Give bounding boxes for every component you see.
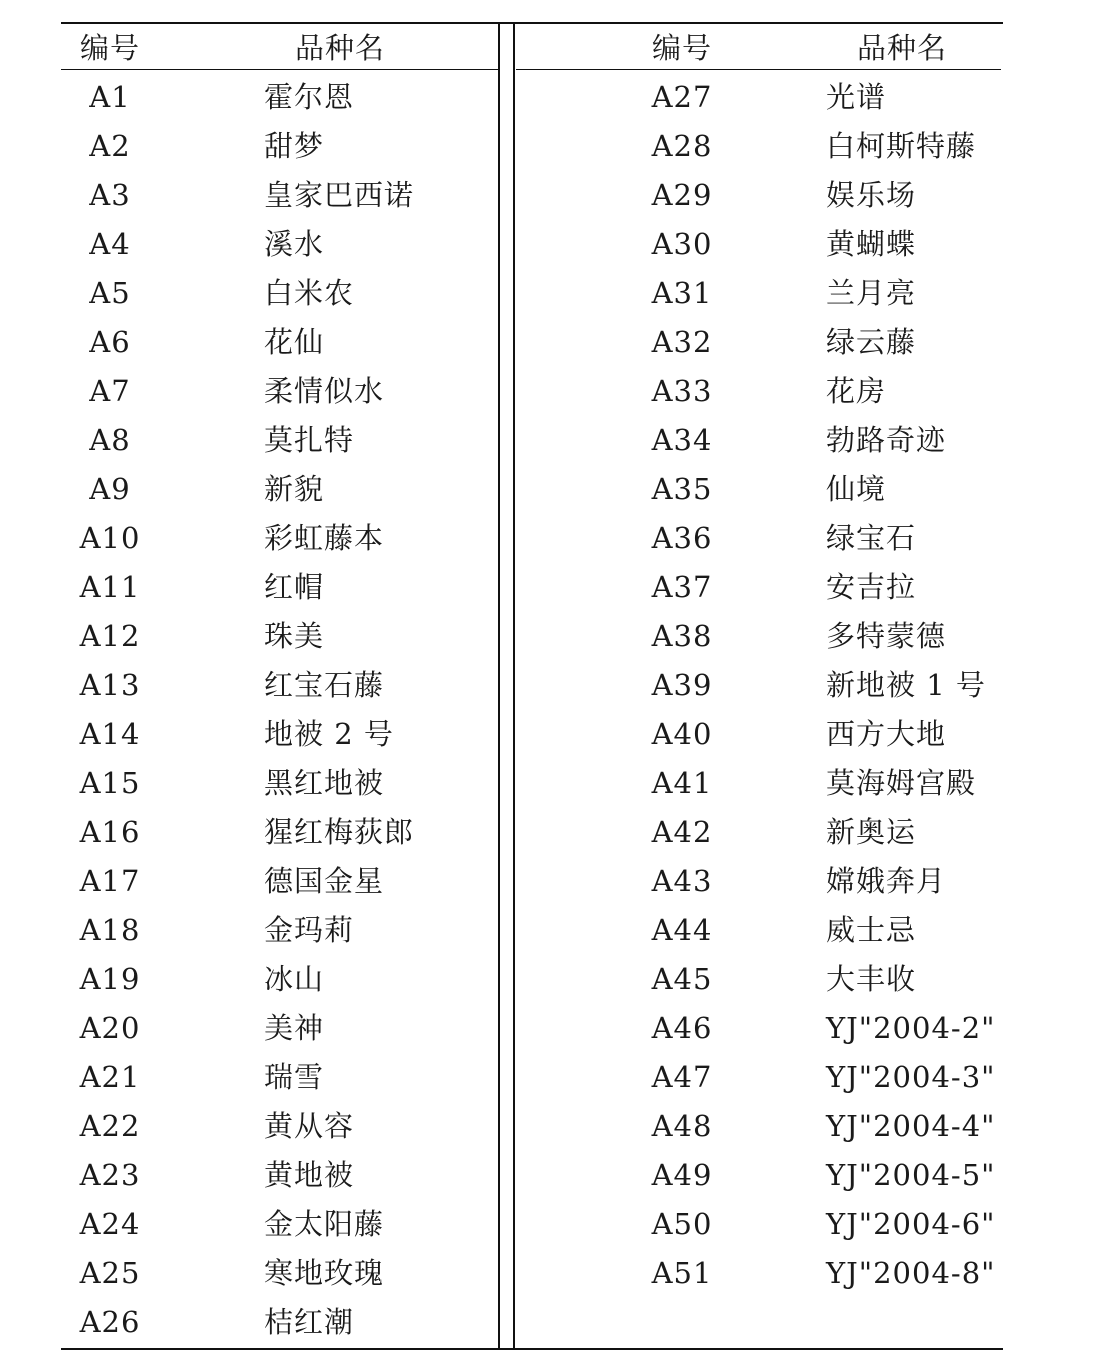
variety-name: 猩红梅荻郎 xyxy=(264,815,415,849)
variety-name: 光谱 xyxy=(826,80,887,114)
variety-name: 彩虹藤本 xyxy=(264,521,385,555)
variety-code: A21 xyxy=(79,1060,141,1094)
variety-code: A17 xyxy=(79,864,141,898)
variety-code: A47 xyxy=(651,1060,713,1094)
variety-name: 多特蒙德 xyxy=(826,619,947,653)
table-row xyxy=(0,808,1104,857)
variety-name: 新奥运 xyxy=(826,815,917,849)
variety-name: 寒地玫瑰 xyxy=(264,1256,385,1290)
table-row xyxy=(0,1102,1104,1151)
variety-name: 冰山 xyxy=(264,962,325,996)
variety-code: A24 xyxy=(79,1207,141,1241)
variety-code: A48 xyxy=(651,1109,713,1143)
variety-code: A18 xyxy=(79,913,141,947)
variety-code: A10 xyxy=(79,521,141,555)
variety-name: 花房 xyxy=(826,374,887,408)
variety-name: 嫦娥奔月 xyxy=(826,864,947,898)
variety-code: A23 xyxy=(79,1158,141,1192)
table-row xyxy=(0,906,1104,955)
variety-code: A35 xyxy=(651,472,713,506)
variety-code: A6 xyxy=(89,325,131,359)
variety-name: YJ"2004-4" xyxy=(826,1109,996,1143)
variety-name: 安吉拉 xyxy=(826,570,917,604)
table-row xyxy=(0,514,1104,563)
variety-code: A42 xyxy=(651,815,713,849)
variety-name: YJ"2004-6" xyxy=(826,1207,996,1241)
table-row xyxy=(0,122,1104,171)
variety-name: 珠美 xyxy=(264,619,325,653)
variety-name: 黄从容 xyxy=(264,1109,355,1143)
variety-code: A5 xyxy=(89,276,131,310)
variety-name: 金太阳藤 xyxy=(264,1207,385,1241)
variety-name: 霍尔恩 xyxy=(264,80,355,114)
variety-code: A51 xyxy=(651,1256,713,1290)
variety-name: 桔红潮 xyxy=(264,1305,355,1339)
table-row xyxy=(0,563,1104,612)
variety-name: 兰月亮 xyxy=(826,276,917,310)
variety-code: A9 xyxy=(89,472,131,506)
variety-code: A39 xyxy=(651,668,713,702)
variety-code: A44 xyxy=(651,913,713,947)
variety-code: A4 xyxy=(89,227,131,261)
variety-name: 莫扎特 xyxy=(264,423,355,457)
left-header-code: 编号 xyxy=(80,31,141,65)
variety-code: A46 xyxy=(651,1011,713,1045)
left-header-name: 品种名 xyxy=(295,31,386,65)
variety-code: A43 xyxy=(651,864,713,898)
variety-name: 新貌 xyxy=(264,472,325,506)
table-row xyxy=(0,1298,1104,1347)
table-row xyxy=(0,73,1104,122)
variety-name: 白柯斯特藤 xyxy=(826,129,977,163)
table-row xyxy=(0,220,1104,269)
table-row xyxy=(0,759,1104,808)
variety-name: YJ"2004-3" xyxy=(826,1060,996,1094)
variety-name: 黄蝴蝶 xyxy=(826,227,917,261)
table-row xyxy=(0,857,1104,906)
bottom-rule xyxy=(61,1348,1003,1350)
variety-name: 西方大地 xyxy=(826,717,947,751)
variety-code: A13 xyxy=(79,668,141,702)
variety-code: A19 xyxy=(79,962,141,996)
variety-code: A32 xyxy=(651,325,713,359)
variety-name: 地被 2 号 xyxy=(264,717,394,751)
variety-code: A14 xyxy=(79,717,141,751)
variety-name: YJ"2004-5" xyxy=(826,1158,996,1192)
variety-name: 柔情似水 xyxy=(264,374,385,408)
variety-code: A33 xyxy=(651,374,713,408)
variety-name: 花仙 xyxy=(264,325,325,359)
variety-code: A34 xyxy=(651,423,713,457)
variety-code: A28 xyxy=(651,129,713,163)
variety-name: 黑红地被 xyxy=(264,766,385,800)
variety-name: 皇家巴西诺 xyxy=(264,178,415,212)
variety-name: 红宝石藤 xyxy=(264,668,385,702)
variety-code: A45 xyxy=(651,962,713,996)
variety-name: 勃路奇迹 xyxy=(826,423,947,457)
variety-name: 娱乐场 xyxy=(826,178,917,212)
table-row xyxy=(0,1200,1104,1249)
table-row xyxy=(0,465,1104,514)
variety-name: 绿云藤 xyxy=(826,325,917,359)
variety-code: A50 xyxy=(651,1207,713,1241)
table-row xyxy=(0,955,1104,1004)
variety-name: 甜梦 xyxy=(264,129,325,163)
table-row xyxy=(0,1053,1104,1102)
variety-code: A27 xyxy=(651,80,713,114)
variety-name: 新地被 1 号 xyxy=(826,668,986,702)
variety-name: 威士忌 xyxy=(826,913,917,947)
variety-code: A36 xyxy=(651,521,713,555)
variety-name: 绿宝石 xyxy=(826,521,917,555)
table-row xyxy=(0,661,1104,710)
table-row xyxy=(0,612,1104,661)
variety-name: 大丰收 xyxy=(826,962,917,996)
table-row xyxy=(0,318,1104,367)
table-row xyxy=(0,1151,1104,1200)
variety-code: A22 xyxy=(79,1109,141,1143)
table-row xyxy=(0,269,1104,318)
variety-name: 红帽 xyxy=(264,570,325,604)
variety-name: 黄地被 xyxy=(264,1158,355,1192)
right-header-name: 品种名 xyxy=(857,31,948,65)
variety-code: A26 xyxy=(79,1305,141,1339)
variety-code: A30 xyxy=(651,227,713,261)
table-row xyxy=(0,367,1104,416)
variety-name: 美神 xyxy=(264,1011,325,1045)
variety-code: A20 xyxy=(79,1011,141,1045)
right-header-code: 编号 xyxy=(652,31,713,65)
variety-code: A11 xyxy=(79,570,141,604)
table-row xyxy=(0,1004,1104,1053)
variety-name: 溪水 xyxy=(264,227,325,261)
variety-code: A8 xyxy=(89,423,131,457)
variety-name: 白米农 xyxy=(264,276,355,310)
variety-code: A1 xyxy=(89,80,131,114)
variety-code: A31 xyxy=(651,276,713,310)
variety-name: 仙境 xyxy=(826,472,887,506)
variety-code: A25 xyxy=(79,1256,141,1290)
variety-code: A29 xyxy=(651,178,713,212)
variety-name: YJ"2004-8" xyxy=(826,1256,996,1290)
table-row xyxy=(0,416,1104,465)
variety-code: A40 xyxy=(651,717,713,751)
variety-code: A2 xyxy=(89,129,131,163)
table-row xyxy=(0,1249,1104,1298)
variety-code: A12 xyxy=(79,619,141,653)
table-row xyxy=(0,710,1104,759)
variety-code: A15 xyxy=(79,766,141,800)
variety-name: 金玛莉 xyxy=(264,913,355,947)
variety-code: A38 xyxy=(651,619,713,653)
variety-name: 瑞雪 xyxy=(264,1060,325,1094)
variety-code: A3 xyxy=(89,178,131,212)
variety-name: 德国金星 xyxy=(264,864,385,898)
variety-code: A7 xyxy=(89,374,131,408)
variety-name: YJ"2004-2" xyxy=(826,1011,996,1045)
variety-code: A41 xyxy=(651,766,713,800)
variety-code: A16 xyxy=(79,815,141,849)
variety-code: A49 xyxy=(651,1158,713,1192)
variety-code: A37 xyxy=(651,570,713,604)
table-row xyxy=(0,171,1104,220)
variety-name: 莫海姆宫殿 xyxy=(826,766,977,800)
